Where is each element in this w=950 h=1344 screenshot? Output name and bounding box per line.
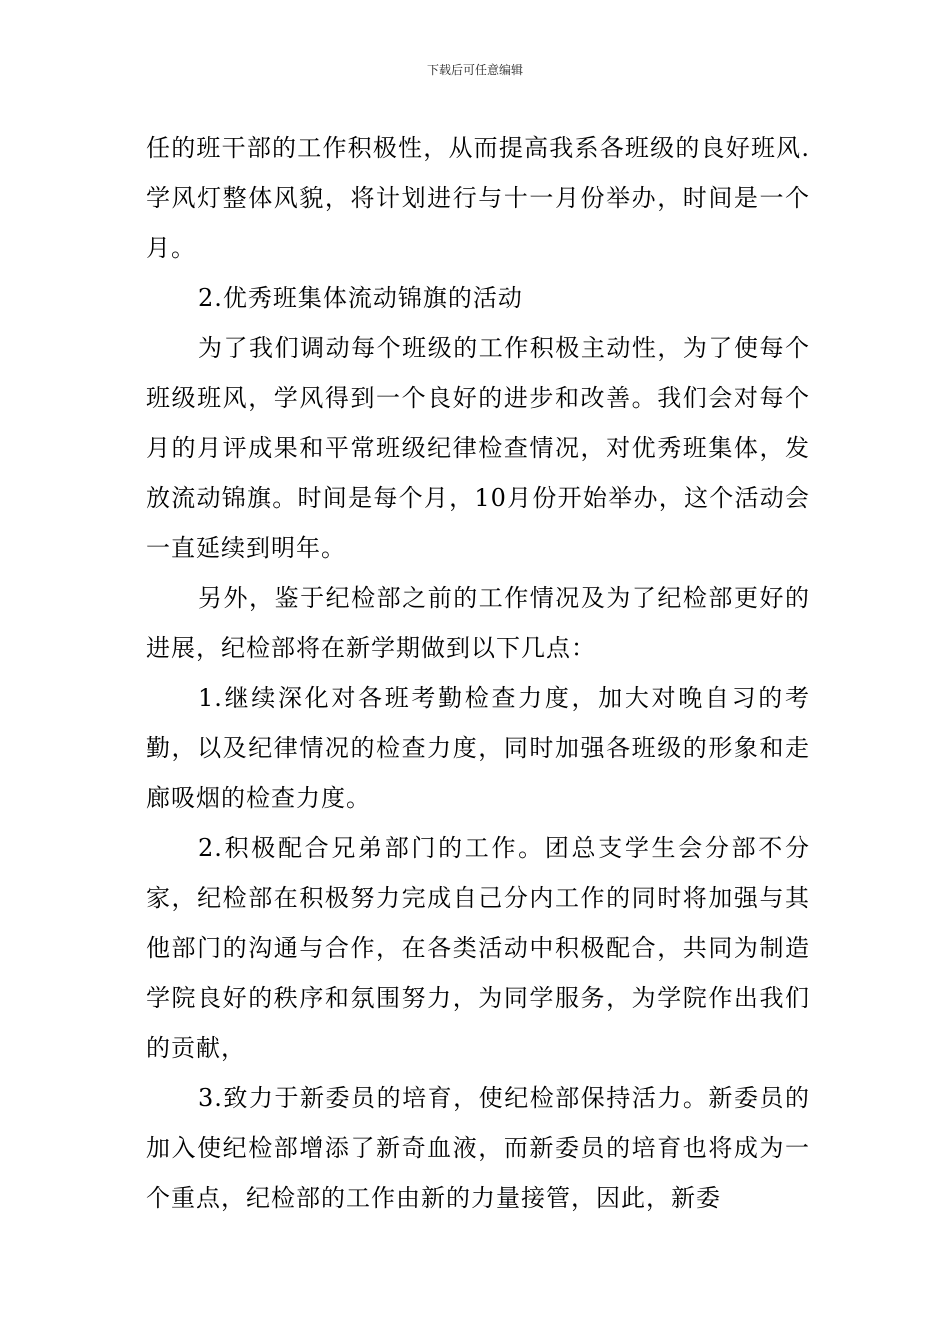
paragraph-continued: 任的班干部的工作积极性，从而提高我系各班级的良好班风.学风灯整体风貌，将计划进行与十一月份举办，时间是一个月。: [146, 134, 810, 262]
list-item: 2.积极配合兄弟部门的工作。团总支学生会分部不分家，纪检部在积极努力完成自己分内工作的同时将加强与其他部门的沟通与合作，在各类活动中积极配合，共同为制造学院良好的秩序和氛围努力，为同学服务，为学院作出我们的贡献，: [146, 834, 810, 1062]
paragraph: 为了我们调动每个班级的工作积极主动性，为了使每个班级班风，学风得到一个良好的进步和改善。我们会对每个月的月评成果和平常班级纪律检查情况，对优秀班集体，发放流动锦旗。时间是每个月，10月份开始举办，这个活动会一直延续到明年。: [146, 334, 810, 562]
paragraph: 另外，鉴于纪检部之前的工作情况及为了纪检部更好的进展，纪检部将在新学期做到以下几点：: [146, 584, 810, 662]
list-item: 1.继续深化对各班考勤检查力度，加大对晚自习的考勤，以及纪律情况的检查力度，同时加强各班级的形象和走廊吸烟的检查力度。: [146, 684, 810, 812]
list-item: 3.致力于新委员的培育，使纪检部保持活力。新委员的加入使纪检部增添了新奇血液，而新委员的培育也将成为一个重点，纪检部的工作由新的力量接管，因此，新委: [146, 1084, 810, 1212]
section-heading: 2.优秀班集体流动锦旗的活动: [198, 284, 523, 312]
page-header: 下载后可任意编辑: [426, 63, 523, 77]
document-body: [146, 123, 810, 1223]
